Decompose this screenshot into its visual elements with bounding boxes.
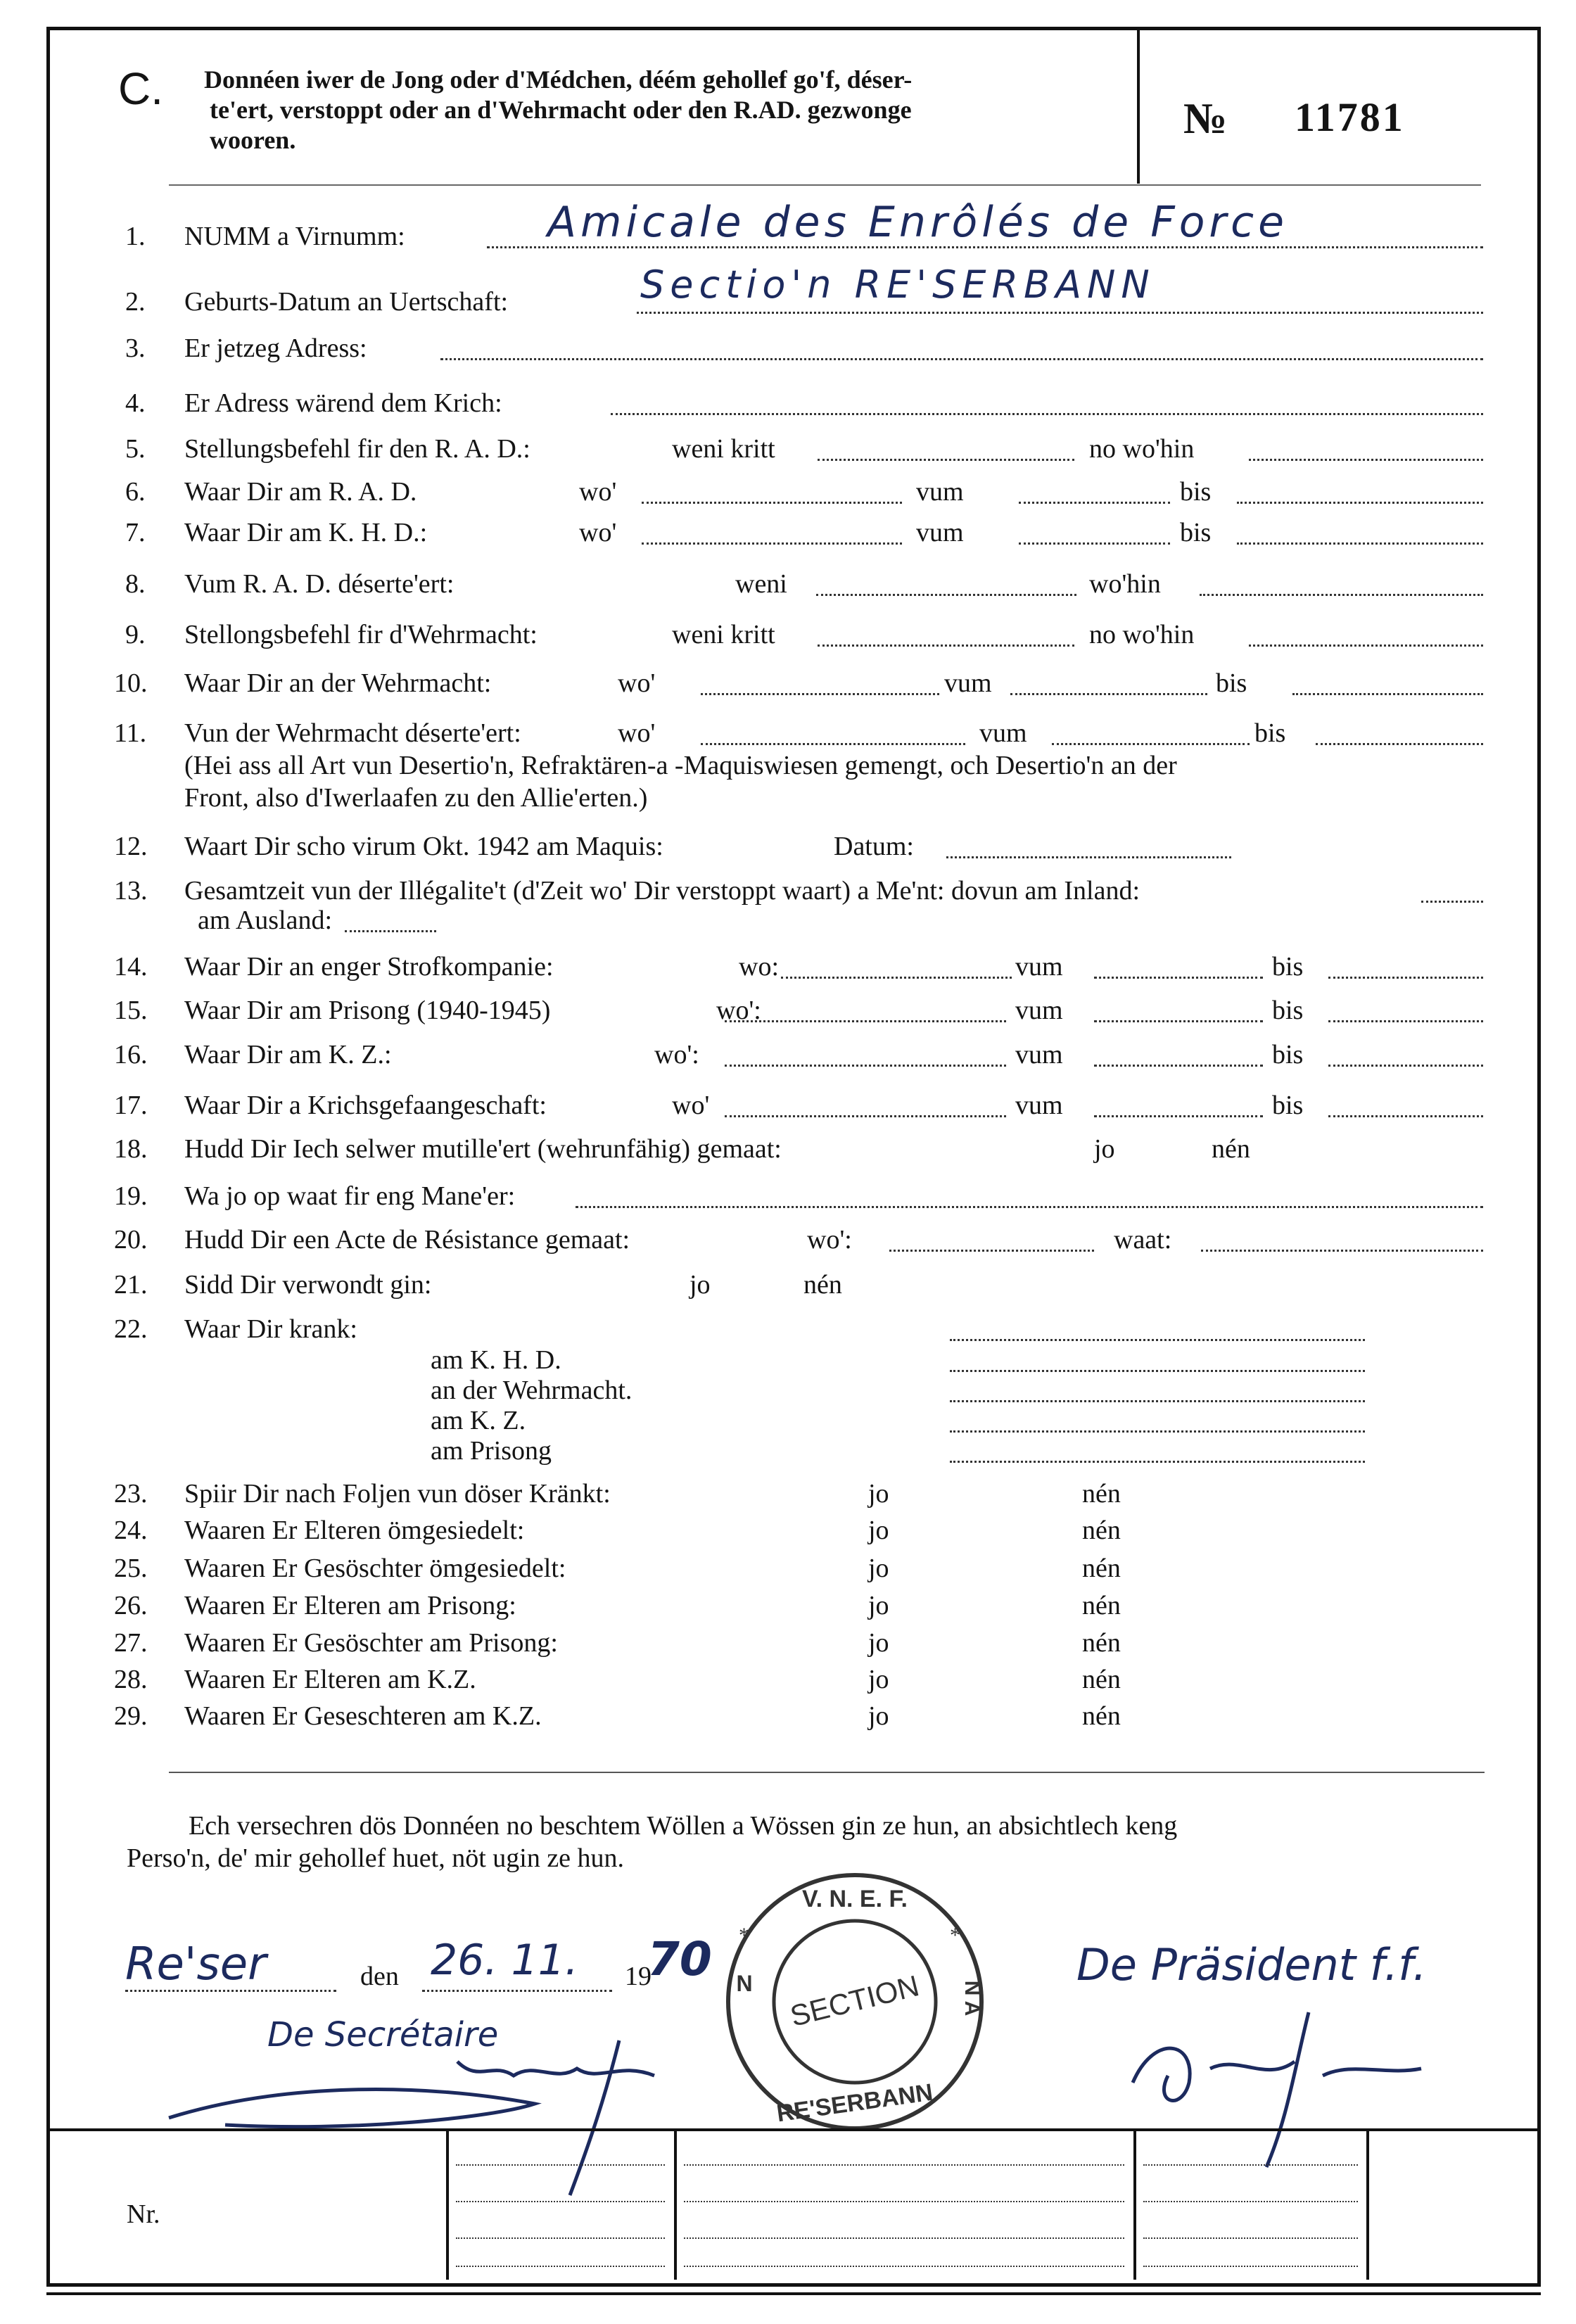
question-label: Waart Dir scho virum Okt. 1942 am Maquis: (184, 832, 663, 861)
question-number: 9. (125, 620, 146, 649)
handwritten-year: 70 (647, 1932, 712, 1986)
question-label: Waaren Er Gesöschter am Prisong: (184, 1628, 558, 1658)
question-label: Waaren Er Geseschteren am K.Z. (184, 1701, 542, 1731)
question-label: Waar Dir an enger Strofkompanie: (184, 952, 554, 982)
question-field-label: vum (944, 668, 992, 698)
question-label: Sidd Dir verwondt gin: (184, 1270, 432, 1300)
question-label: Waaren Er Gesöschter ömgesiedelt: (184, 1554, 566, 1583)
footer-entry-line[interactable] (456, 2266, 665, 2267)
den-label: den (360, 1962, 399, 1991)
question-field-label: bis (1180, 477, 1212, 507)
question-field-label: wo: (739, 952, 779, 982)
question-field-label: nén (1082, 1665, 1121, 1694)
question-number: 5. (125, 434, 146, 464)
question-number: 24. (114, 1516, 148, 1545)
handwritten-secretary: De Secrétaire (267, 2015, 499, 2055)
question-label: Vun der Wehrmacht déserte'ert: (184, 718, 521, 748)
question-field-label: vum (1015, 952, 1063, 982)
question-number: 10. (114, 668, 148, 698)
question-label: NUMM a Virnumm: (184, 222, 405, 251)
form-title-line-2: te'ert, verstoppt oder an d'Wehrmacht oder den R.AD. gezwonge (210, 96, 912, 124)
question-number: 22. (114, 1314, 148, 1344)
question-field-label: weni (735, 569, 787, 599)
question-number: 17. (114, 1091, 148, 1120)
question-field-label: wo': (716, 996, 761, 1025)
question-number: 27. (114, 1628, 148, 1658)
question-label: Waaren Er Elteren am Prisong: (184, 1591, 516, 1620)
question-sub-label: am K. H. D. (431, 1345, 561, 1375)
question-number: 14. (114, 952, 148, 982)
question-sub-label: am K. Z. (431, 1406, 526, 1435)
question-label: Waaren Er Elteren am K.Z. (184, 1665, 476, 1694)
president-signature (1133, 2012, 1421, 2167)
question-number: 21. (114, 1270, 148, 1300)
question-field-label: wo' (618, 718, 656, 748)
question-number: 23. (114, 1479, 148, 1509)
question-label: Gesamtzeit vun der Illégalite't (d'Zeit wo' Dir verstoppt waart) a Me'nt: dovun am Inland: (184, 876, 1140, 906)
question-field-label: vum (1015, 996, 1063, 1025)
question-field-label: bis (1272, 952, 1304, 982)
question-field-label: nén (1082, 1516, 1121, 1545)
question-label: Waar Dir am Prisong (1940-1945) (184, 996, 551, 1025)
question-field-label: nén (1082, 1628, 1121, 1658)
form-title-line-3: wooren. (210, 126, 296, 154)
question-field-label: bis (1272, 1040, 1304, 1069)
question-number: 15. (114, 996, 148, 1025)
question-field-label: nén (1082, 1591, 1121, 1620)
question-number: 16. (114, 1040, 148, 1069)
footer-entry-line[interactable] (1143, 2237, 1358, 2239)
form-letter: C. (118, 63, 163, 114)
question-field-label: vum (1015, 1091, 1063, 1120)
question-number: 6. (125, 477, 146, 507)
footer-top-rule (46, 2128, 1538, 2131)
secretary-signature (169, 2062, 654, 2127)
question-number: 2. (125, 287, 146, 317)
question-field-label: wo': (807, 1225, 852, 1255)
question-field-label: bis (1216, 668, 1247, 698)
footer-col-4 (1366, 2128, 1369, 2280)
question-field-label: nén (1082, 1554, 1121, 1583)
stamp-center-text: SECTION (787, 1969, 922, 2033)
stamp-star-right: * (950, 1924, 960, 1947)
question-field-label: vum (979, 718, 1027, 748)
stamp-bottom-text: RE'SERBANN (775, 2078, 935, 2128)
question-number: 29. (114, 1701, 148, 1731)
question-note: (Hei ass all Art vun Desertio'n, Refraktären-a -Maquiswiesen gemengt, och Desertio'n an der (184, 751, 1177, 780)
question-field-label: bis (1272, 1091, 1304, 1120)
handwritten-name: Amicale des Enrôlés de Force (547, 198, 1288, 247)
question-field-label: weni kritt (672, 434, 775, 464)
declaration-line-2: Perso'n, de' mir gehollef huet, nöt ugin ze hun. (127, 1843, 625, 1873)
question-field-label: wo' (618, 668, 656, 698)
question-label: Hudd Dir een Acte de Résistance gemaat: (184, 1225, 630, 1255)
question-number: 20. (114, 1225, 148, 1255)
stamp-left-text: N (736, 1971, 753, 1996)
question-label: Waar Dir a Krichsgefaangeschaft: (184, 1091, 547, 1120)
footer-entry-line[interactable] (1143, 2266, 1358, 2267)
question-field-label: jo (868, 1516, 889, 1545)
footer-entry-line[interactable] (684, 2266, 1124, 2267)
question-label: Stellongsbefehl fir d'Wehrmacht: (184, 620, 538, 649)
form-title-line-1: Donnéen iwer de Jong oder d'Médchen, déém gehollef go'f, déser- (204, 65, 913, 94)
footer-entry-line[interactable] (1143, 2164, 1358, 2166)
question-field-label: jo (868, 1554, 889, 1583)
question-number: 8. (125, 569, 146, 599)
question-number: 11. (114, 718, 147, 748)
footer-entry-line[interactable] (684, 2201, 1124, 2202)
question-field-label: nén (1082, 1479, 1121, 1509)
question-field-label: jo (868, 1665, 889, 1694)
footer-entry-line[interactable] (684, 2164, 1124, 2166)
question-field-label: vum (1015, 1040, 1063, 1069)
question-note: Front, also d'Iwerlaafen zu den Allie'erten.) (184, 783, 648, 813)
question-field-label: jo (868, 1701, 889, 1731)
question-field-label: jo (868, 1628, 889, 1658)
question-number: 1. (125, 222, 146, 251)
question-field-label: Datum: (834, 832, 914, 861)
question-field-label: bis (1272, 996, 1304, 1025)
question-field-label: bis (1180, 518, 1212, 547)
question-field-label: jo (868, 1591, 889, 1620)
form-number: 11781 (1295, 94, 1405, 140)
question-label: Waar Dir am R. A. D. (184, 477, 417, 507)
question-field-label: weni kritt (672, 620, 775, 649)
question-label: Stellungsbefehl fir den R. A. D.: (184, 434, 530, 464)
question-label: Waaren Er Elteren ömgesiedelt: (184, 1516, 525, 1545)
question-field-label: vum (916, 477, 964, 507)
question-number: 13. (114, 876, 148, 906)
question-number: 18. (114, 1134, 148, 1164)
question-number: 25. (114, 1554, 148, 1583)
question-field-label: bis (1254, 718, 1286, 748)
nr-label: Nr. (127, 2199, 160, 2229)
footer-entry-line[interactable] (684, 2237, 1124, 2239)
question-label: Waar Dir an der Wehrmacht: (184, 668, 492, 698)
question-number: 19. (114, 1181, 148, 1211)
question-line2: am Ausland: (198, 906, 333, 935)
secretary-flourish (570, 2040, 619, 2195)
question-field-label: nén (1082, 1701, 1121, 1731)
footer-entry-line[interactable] (456, 2237, 665, 2239)
question-label: Waar Dir am K. H. D.: (184, 518, 428, 547)
question-number: 4. (125, 388, 146, 418)
question-label: Geburts-Datum an Uertschaft: (184, 287, 509, 317)
footer-col-3 (1133, 2128, 1136, 2280)
question-field-label: nén (1212, 1134, 1250, 1164)
section-stamp (718, 1865, 992, 2139)
question-field-label: wo' (579, 518, 617, 547)
question-field-label: jo (868, 1479, 889, 1509)
footer-entry-line[interactable] (456, 2164, 665, 2166)
question-field-label: vum (916, 518, 964, 547)
question-label: Hudd Dir Iech selwer mutille'ert (wehrunfähig) gemaat: (184, 1134, 782, 1164)
stamp-top-text: V. N. E. F. (802, 1886, 908, 1912)
question-field-label: jo (690, 1270, 711, 1300)
handwritten-president: De Präsident f.f. (1076, 1939, 1427, 1990)
year-prefix: 19 (625, 1962, 652, 1991)
question-label: Waar Dir krank: (184, 1314, 357, 1344)
question-number: 28. (114, 1665, 148, 1694)
question-label: Vum R. A. D. déserte'ert: (184, 569, 455, 599)
question-field-label: nén (803, 1270, 842, 1300)
question-label: Waar Dir am K. Z.: (184, 1040, 392, 1069)
stamp-star-left: * (739, 1924, 749, 1947)
question-field-label: no wo'hin (1089, 434, 1195, 464)
footer-col-2 (674, 2128, 677, 2280)
question-field-label: wo' (579, 477, 617, 507)
question-field-label: jo (1094, 1134, 1115, 1164)
handwritten-section: Sectio'n RE'SERBANN (640, 262, 1155, 307)
footer-entry-line[interactable] (456, 2201, 665, 2202)
question-sub-label: an der Wehrmacht. (431, 1376, 633, 1405)
question-number: 3. (125, 334, 146, 363)
question-number: 12. (114, 832, 148, 861)
question-number: 7. (125, 518, 146, 547)
footer-entry-line[interactable] (1143, 2201, 1358, 2202)
question-label: Wa jo op waat fir eng Mane'er: (184, 1181, 516, 1211)
question-field-label: no wo'hin (1089, 620, 1195, 649)
question-label: Spiir Dir nach Foljen vun döser Kränkt: (184, 1479, 611, 1509)
number-symbol: № (1183, 95, 1228, 143)
handwritten-date: 26. 11. (431, 1936, 578, 1985)
declaration-line-1: Ech versechren dös Donnéen no beschtem Wöllen a Wössen gin ze hun, an absichtlech keng (189, 1811, 1178, 1841)
question-number: 26. (114, 1591, 148, 1620)
question-field-label: wo'hin (1089, 569, 1161, 599)
question-label: Er Adress wärend dem Krich: (184, 388, 502, 418)
question-field-label: wo': (654, 1040, 699, 1069)
question-field-label: wo' (672, 1091, 710, 1120)
question-field-label: waat: (1114, 1225, 1172, 1255)
question-label: Er jetzeg Adress: (184, 334, 367, 363)
question-sub-label: am Prisong (431, 1436, 552, 1466)
stamp-right-text: N A (960, 1980, 984, 2017)
handwritten-place: Re'ser (125, 1938, 267, 1990)
footer-col-1 (446, 2128, 449, 2280)
